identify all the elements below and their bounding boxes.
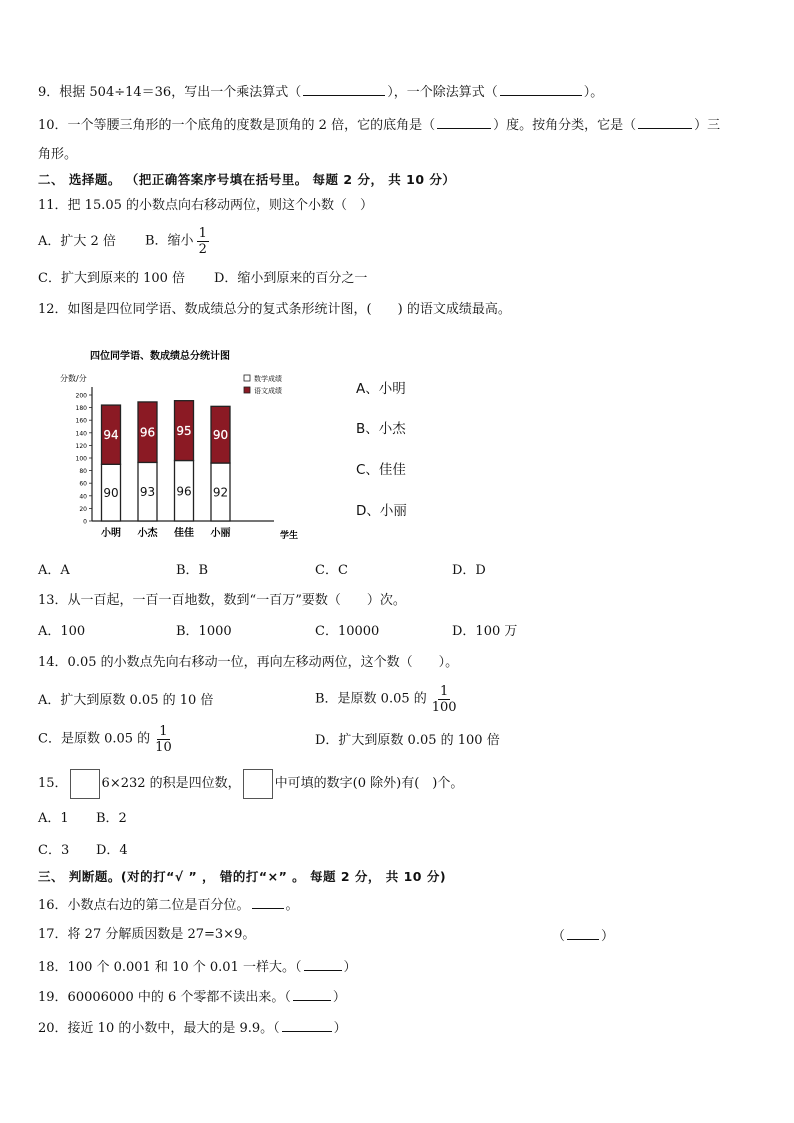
question-18 [38,957,357,977]
q11-option-b[interactable] [145,226,209,257]
chart-y-tick-label: 200 [75,392,87,400]
q15-text-c: 中可填的数字(0 除外)有( )个。 [274,776,464,791]
q10-blank-2[interactable] [638,115,692,129]
q14-stem: 14．0.05 的小数点先向右移动一位，再向左移动两位，这个数（ ）。 [38,655,459,670]
chart-data-label: 95 [176,424,192,439]
chart-x-label: 学生 [280,531,299,541]
q12-option-c[interactable]: C．C [315,563,348,578]
legend-swatch [244,375,250,381]
chart-data-label: 90 [103,486,119,501]
question-10 [38,115,720,135]
q14-option-a[interactable]: A．扩大到原数 0.05 的 10 倍 [38,693,214,708]
chart-data-label: 92 [212,485,229,500]
question-15 [38,768,463,800]
q19-text: 19．60006000 中的 6 个零都不读出来。（ [38,990,291,1005]
q19-rparen: ） [332,990,346,1005]
q9-text-c: ）。 [583,85,604,100]
q14-option-c-label: C．是原数 0.05 的 [38,731,151,747]
chart-y-tick-label: 0 [83,518,87,526]
q10-blank-1[interactable] [437,115,491,129]
question-16 [38,895,299,915]
q15-option-d[interactable]: D．4 [96,843,128,858]
q15-text-b: 6×232 的积是四位数， [101,776,241,791]
q15-option-a[interactable]: A．1 [38,811,69,826]
q12-choice-d: D、小丽 [356,503,407,519]
question-9 [38,82,603,102]
chart-y-tick-label: 120 [75,442,87,450]
q14-fraction-b: $\frac{1}{100}$ [431,684,457,715]
chart-y-tick-label: 80 [79,468,87,476]
q11-option-d[interactable]: D．缩小到原来的百分之一 [214,271,368,286]
question-19 [38,987,346,1007]
q18-text: 18．100 个 0.001 和 10 个 0.01 一样大。（ [38,960,302,975]
q12-choice-c: C、佳佳 [356,462,406,478]
q14-option-c[interactable] [38,724,174,755]
q17-blank[interactable] [567,926,599,940]
q12-choice-a: A、小明 [356,381,406,397]
q15-box-1[interactable] [70,769,100,799]
q17-text: 17．将 27 分解质因数是 27=3×9。 [38,927,256,942]
q12-option-d[interactable]: D．D [452,563,486,578]
chart-y-tick-label: 60 [79,480,87,488]
q10-text-a: 10．一个等腰三角形的一个底角的度数是顶角的 2 倍，它的底角是（ [38,118,436,133]
chart-data-label: 90 [212,428,229,443]
chart-y-tick-label: 20 [79,505,87,513]
q10-line2: 角形。 [38,147,78,162]
chart-category-label: 佳佳 [174,528,194,539]
q14-option-d[interactable]: D．扩大到原数 0.05 的 100 倍 [315,733,500,748]
chart-y-tick-label: 160 [75,417,87,425]
q14-fraction-c: $\frac{1}{10}$ [155,724,172,755]
q11-option-a[interactable]: A．扩大 2 倍 [38,234,116,249]
q12-choice-b: B、小杰 [356,421,406,437]
bar-chart [56,345,304,543]
legend-swatch [244,387,250,393]
q20-rparen: ） [333,1021,347,1036]
chart-category-label: 小明 [101,528,121,539]
q18-rparen: ） [343,960,357,975]
chart-y-label: 分数/分 [60,374,87,383]
q18-blank[interactable] [304,957,342,971]
q9-blank-2[interactable] [500,82,582,96]
q9-text-b: ），一个除法算式（ [387,85,498,100]
q17-lparen: （ [552,929,566,944]
q16-text-end: 。 [285,898,299,913]
q15-text-a: 15． [38,776,68,791]
q16-text: 16．小数点右边的第二位是百分位。 [38,898,250,913]
q15-option-c[interactable]: C．3 [38,843,70,858]
q15-option-b[interactable]: B．2 [96,811,127,826]
q12-stem: 12．如图是四位同学语、数成绩总分的复式条形统计图，( ) 的语文成绩最高。 [38,302,511,317]
chart-y-tick-label: 140 [75,430,87,438]
q11-fraction: $\frac{1}{2}$ [198,226,207,257]
legend-label: 语文成绩 [254,387,282,395]
q10-text-c: ）三 [694,118,721,133]
q9-text-a: 9．根据 504÷14＝36，写出一个乘法算式（ [38,85,302,100]
q11-option-b-label: B．缩小 [145,233,194,249]
q13-option-b[interactable]: B．1000 [176,624,232,639]
q12-option-a[interactable]: A．A [38,563,70,578]
chart-data-label: 96 [176,484,192,499]
q20-text: 20．接近 10 的小数中，最大的是 9.9。（ [38,1021,280,1036]
q20-blank[interactable] [282,1018,332,1032]
q16-blank[interactable] [252,895,284,909]
q13-option-d[interactable]: D．100 万 [452,624,518,639]
chart-category-label: 小丽 [210,528,231,539]
q13-option-c[interactable]: C．10000 [315,624,380,639]
section-2-heading: 二、 选择题。 （把正确答案序号填在括号里。 每题 2 分， 共 10 分） [38,172,456,187]
q14-option-b[interactable] [315,684,459,715]
q19-blank[interactable] [293,987,331,1001]
chart-y-tick-label: 40 [79,493,87,501]
section-3-heading: 三、 判断题。(对的打“√ ” ， 错的打“×” 。 每题 2 分， 共 10 分) [38,869,447,884]
chart-data-label: 93 [139,485,156,500]
q13-option-a[interactable]: A．100 [38,624,86,639]
chart-y-tick-label: 100 [75,455,87,463]
chart-category-label: 小杰 [137,528,158,539]
q15-box-2[interactable] [243,769,273,799]
q10-text-b: ）度。按角分类，它是（ [493,118,637,133]
chart-data-label: 94 [103,428,119,443]
q14-option-b-label: B．是原数 0.05 的 [315,691,427,707]
chart-data-label: 96 [139,425,156,440]
chart-y-tick-label: 180 [75,405,87,413]
q11-option-c[interactable]: C．扩大到原来的 100 倍 [38,271,186,286]
q17-rparen: ） [601,929,615,944]
q12-option-b[interactable]: B．B [176,563,209,578]
q9-blank-1[interactable] [303,82,385,96]
legend-label: 数学成绩 [254,375,282,383]
q13-stem: 13．从一百起，一百一百地数，数到“一百万”要数（ ）次。 [38,593,406,608]
chart-title: 四位同学语、数成绩总分统计图 [90,351,230,362]
q17-answer[interactable] [552,926,614,946]
q11-stem: 11．把 15.05 的小数点向右移动两位，则这个小数（ ） [38,198,374,213]
question-20 [38,1018,347,1038]
